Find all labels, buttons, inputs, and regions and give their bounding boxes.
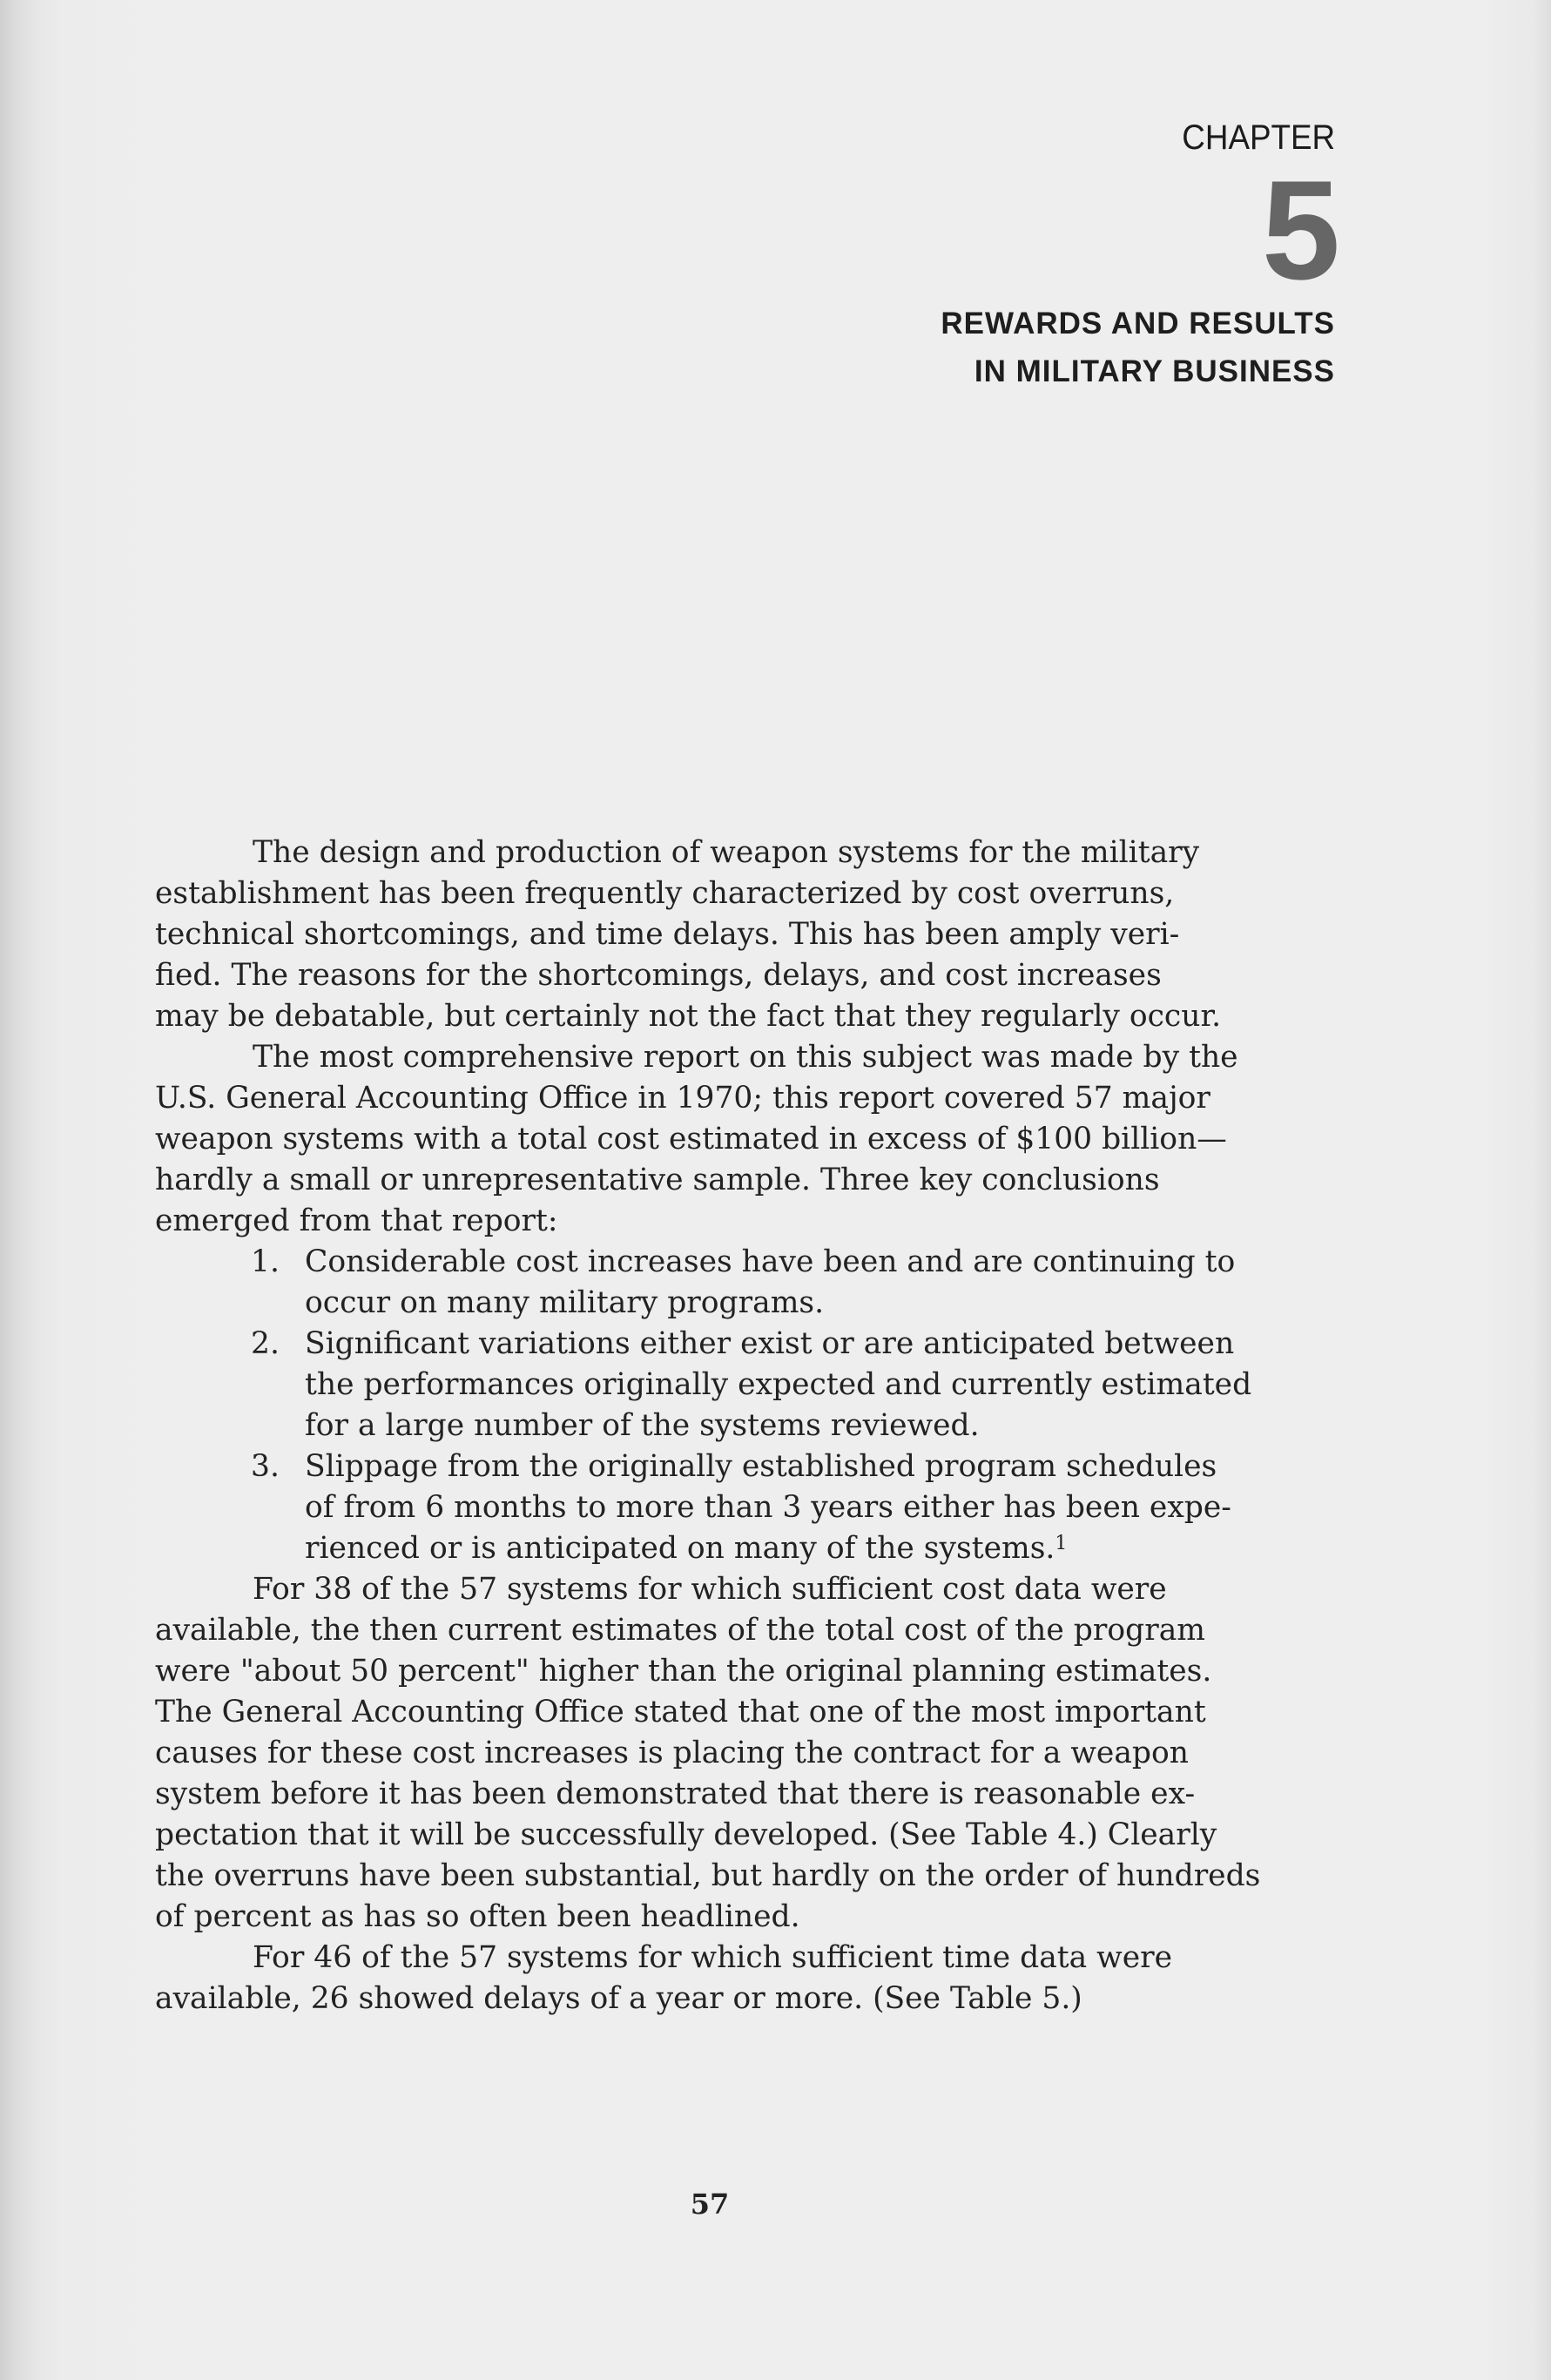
text-line: hardly a small or unrepresentative sample. Three key conclusions [155, 1163, 1160, 1197]
paragraph [155, 833, 1366, 1037]
list-item [155, 1446, 1366, 1569]
list-number: 3. [251, 1449, 280, 1484]
page-number: 57 [690, 2188, 730, 2221]
text-line: system before it has been demonstrated that there is reasonable ex- [155, 1777, 1196, 1811]
text-line: The General Accounting Office stated that one of the most important [155, 1695, 1206, 1729]
text-line: available, 26 showed delays of a year or more. (See Table 5.) [155, 1981, 1082, 2016]
text-line: available, the then current estimates of the total cost of the program [155, 1613, 1205, 1648]
text-line: establishment has been frequently characterized by cost overruns, [155, 876, 1175, 911]
chapter-label: CHAPTER [1182, 118, 1335, 157]
chapter-heading [1169, 118, 1340, 309]
body-text [155, 833, 1366, 2019]
text-line: The most comprehensive report on this subject was made by the [253, 1040, 1238, 1075]
text-line: For 38 of the 57 systems for which sufficient cost data were [253, 1572, 1167, 1607]
text-line: weapon systems with a total cost estimated in excess of $100 billion— [155, 1122, 1227, 1156]
paragraph [155, 1569, 1366, 1938]
text-line: occur on many military programs. [305, 1285, 825, 1320]
text-line: pectation that it will be successfully developed. (See Table 4.) Clearly [155, 1817, 1217, 1852]
footnote-marker: 1 [1055, 1533, 1068, 1554]
list-number: 2. [251, 1326, 280, 1361]
text-line: for a large number of the systems reviewed. [305, 1408, 980, 1443]
chapter-title [941, 300, 1335, 395]
text-line: Significant variations either exist or are anticipated between [305, 1326, 1235, 1361]
text-line: of from 6 months to more than 3 years either has been expe- [305, 1490, 1231, 1525]
text-line: causes for these cost increases is placing the contract for a weapon [155, 1736, 1189, 1770]
text-line: technical shortcomings, and time delays. This has been amply veri- [155, 917, 1180, 952]
chapter-title-line: REWARDS AND RESULTS [941, 307, 1335, 340]
text-line: were "about 50 percent" higher than the original planning estimates. [155, 1654, 1212, 1689]
text-line: emerged from that report: [155, 1203, 558, 1238]
text-line: U.S. General Accounting Office in 1970; this report covered 57 major [155, 1081, 1210, 1116]
list-item [155, 1242, 1366, 1324]
text-line: Considerable cost increases have been and are continuing to [305, 1244, 1236, 1279]
conclusions-list [155, 1242, 1366, 1569]
chapter-number: 5 [1261, 152, 1340, 309]
text-line: the performances originally expected and currently estimated [305, 1367, 1252, 1402]
text-line: of percent as has so often been headlined. [155, 1899, 800, 1934]
list-number: 1. [251, 1244, 280, 1279]
paragraph [155, 1037, 1366, 1242]
text-line: rienced or is anticipated on many of the systems. [305, 1531, 1055, 1566]
text-line: the overruns have been substantial, but hardly on the order of hundreds [155, 1858, 1261, 1893]
list-item [155, 1324, 1366, 1446]
text-line: Slippage from the originally established program schedules [305, 1449, 1217, 1484]
paragraph [155, 1938, 1366, 2019]
text-line: may be debatable, but certainly not the fact that they regularly occur. [155, 999, 1222, 1034]
text-line: For 46 of the 57 systems for which sufficient time data were [253, 1940, 1173, 1975]
chapter-title-line: IN MILITARY BUSINESS [974, 354, 1335, 388]
text-line: fied. The reasons for the shortcomings, delays, and cost increases [155, 958, 1162, 993]
text-line: The design and production of weapon systems for the military [253, 835, 1200, 870]
